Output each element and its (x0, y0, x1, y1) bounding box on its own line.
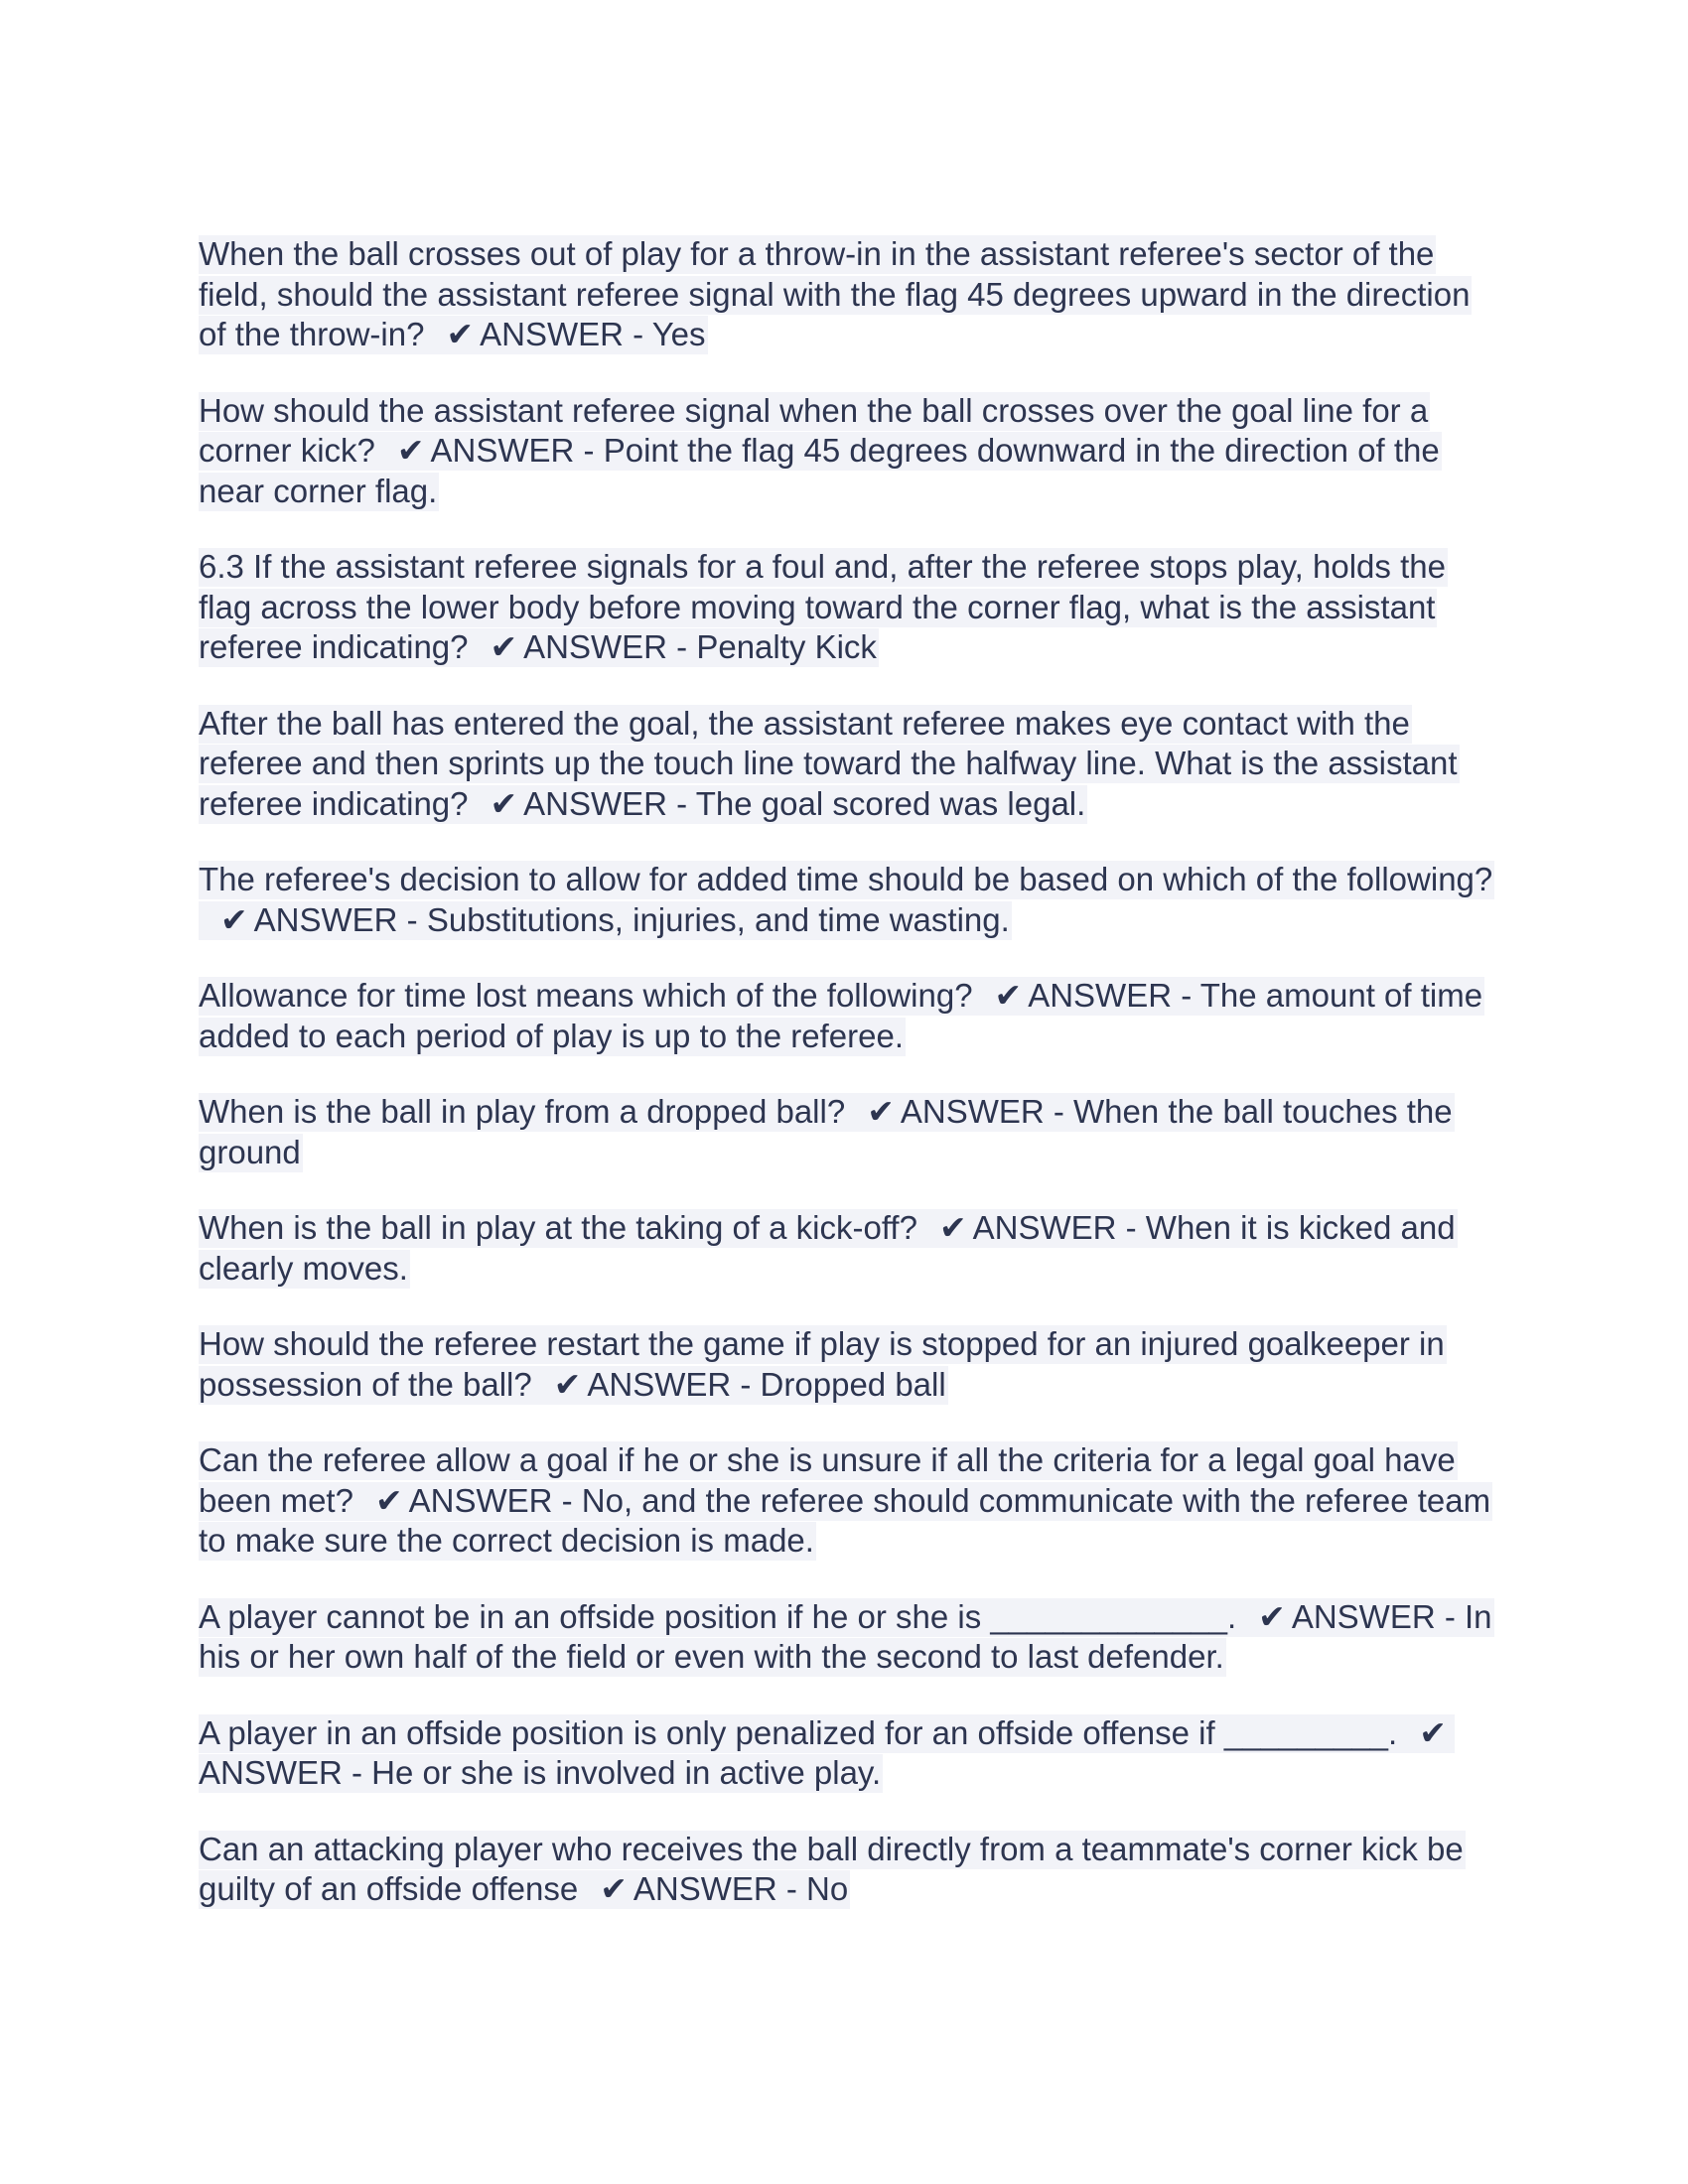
question-text: Allowance for time lost means which of the following? (199, 977, 973, 1014)
answer-text: ANSWER - Yes (480, 316, 706, 352)
qa-item (199, 234, 1499, 355)
document-page (199, 234, 1499, 1946)
checkmark-icon: ✔ (490, 628, 518, 665)
answer-text: ANSWER - In his or her own half of the field or even with the second to last defender. (199, 1597, 1492, 1675)
question-text: How should the referee restart the game if play is stopped for an injured goalkeeper in possession of the ball? (199, 1325, 1445, 1403)
answer-text: ANSWER - He or she is involved in active play. (199, 1754, 882, 1791)
question-text: After the ball has entered the goal, the assistant referee makes eye contact with the referee and then sprints up the touch line toward the halfway line. What is the assistant referee indicating? (199, 704, 1458, 822)
checkmark-icon: ✔ (994, 977, 1023, 1014)
answer-text: ANSWER - The amount of time added to each period of play is up to the referee. (199, 977, 1483, 1054)
qa-item (199, 1713, 1499, 1794)
qa-item (199, 1092, 1499, 1172)
qa-item (199, 1324, 1499, 1405)
qa-item (199, 1440, 1499, 1562)
question-text: The referee's decision to allow for added time should be based on which of the following? (199, 861, 1493, 897)
qa-item (199, 1830, 1499, 1910)
question-text: A player in an offside position is only penalized for an offside offense if _________. (199, 1713, 1398, 1751)
question-text: Can an attacking player who receives the ball directly from a teammate's corner kick be guilty of an offside offense (199, 1830, 1464, 1907)
qa-item (199, 1597, 1499, 1678)
answer-text: ANSWER - No (633, 1870, 849, 1907)
checkmark-icon: ✔ (374, 1481, 403, 1519)
checkmark-icon: ✔ (938, 1209, 967, 1246)
answer-text: ANSWER - Point the flag 45 degrees downward in the direction of the near corner flag. (199, 432, 1440, 509)
question-text: When is the ball in play from a dropped ball? (199, 1093, 846, 1130)
question-text: When the ball crosses out of play for a throw-in in the assistant referee's sector of the field, should the assistant referee signal with the flag 45 degrees upward in the direction of the throw-in? (199, 235, 1471, 352)
checkmark-icon: ✔ (220, 900, 248, 938)
answer-text: ANSWER - Penalty Kick (523, 628, 877, 665)
question-text: When is the ball in play at the taking of a kick-off? (199, 1209, 917, 1246)
answer-text: ANSWER - When it is kicked and clearly moves. (199, 1209, 1456, 1287)
question-text: Can the referee allow a goal if he or she is unsure if all the criteria for a legal goal have been met? (199, 1441, 1456, 1519)
checkmark-icon: ✔ (446, 316, 475, 352)
qa-item (199, 547, 1499, 668)
checkmark-icon: ✔ (1258, 1597, 1286, 1635)
checkmark-icon: ✔ (553, 1365, 582, 1403)
question-text: How should the assistant referee signal when the ball crosses over the goal line for a corner kick? (199, 391, 1429, 469)
checkmark-icon: ✔ (600, 1870, 628, 1907)
qa-item (199, 704, 1499, 825)
answer-text: ANSWER - No, and the referee should communicate with the referee team to make sure the correct decision is made. (199, 1481, 1491, 1559)
qa-item (199, 976, 1499, 1056)
question-text: A player cannot be in an offside position if he or she is _____________. (199, 1597, 1237, 1635)
qa-item (199, 860, 1499, 940)
question-text: 6.3 If the assistant referee signals for a foul and, after the referee stops play, holds the flag across the lower body before moving toward the corner flag, what is the assistant referee indicating? (199, 548, 1446, 665)
qa-item (199, 1208, 1499, 1289)
checkmark-icon: ✔ (1419, 1713, 1447, 1751)
qa-item (199, 391, 1499, 512)
answer-text: ANSWER - Dropped ball (587, 1365, 946, 1403)
checkmark-icon: ✔ (867, 1093, 895, 1130)
answer-text: ANSWER - When the ball touches the ground (199, 1093, 1453, 1170)
answer-text: ANSWER - Substitutions, injuries, and time wasting. (253, 900, 1010, 938)
checkmark-icon: ✔ (490, 784, 518, 822)
answer-text: ANSWER - The goal scored was legal. (523, 784, 1086, 822)
checkmark-icon: ✔ (396, 432, 425, 469)
